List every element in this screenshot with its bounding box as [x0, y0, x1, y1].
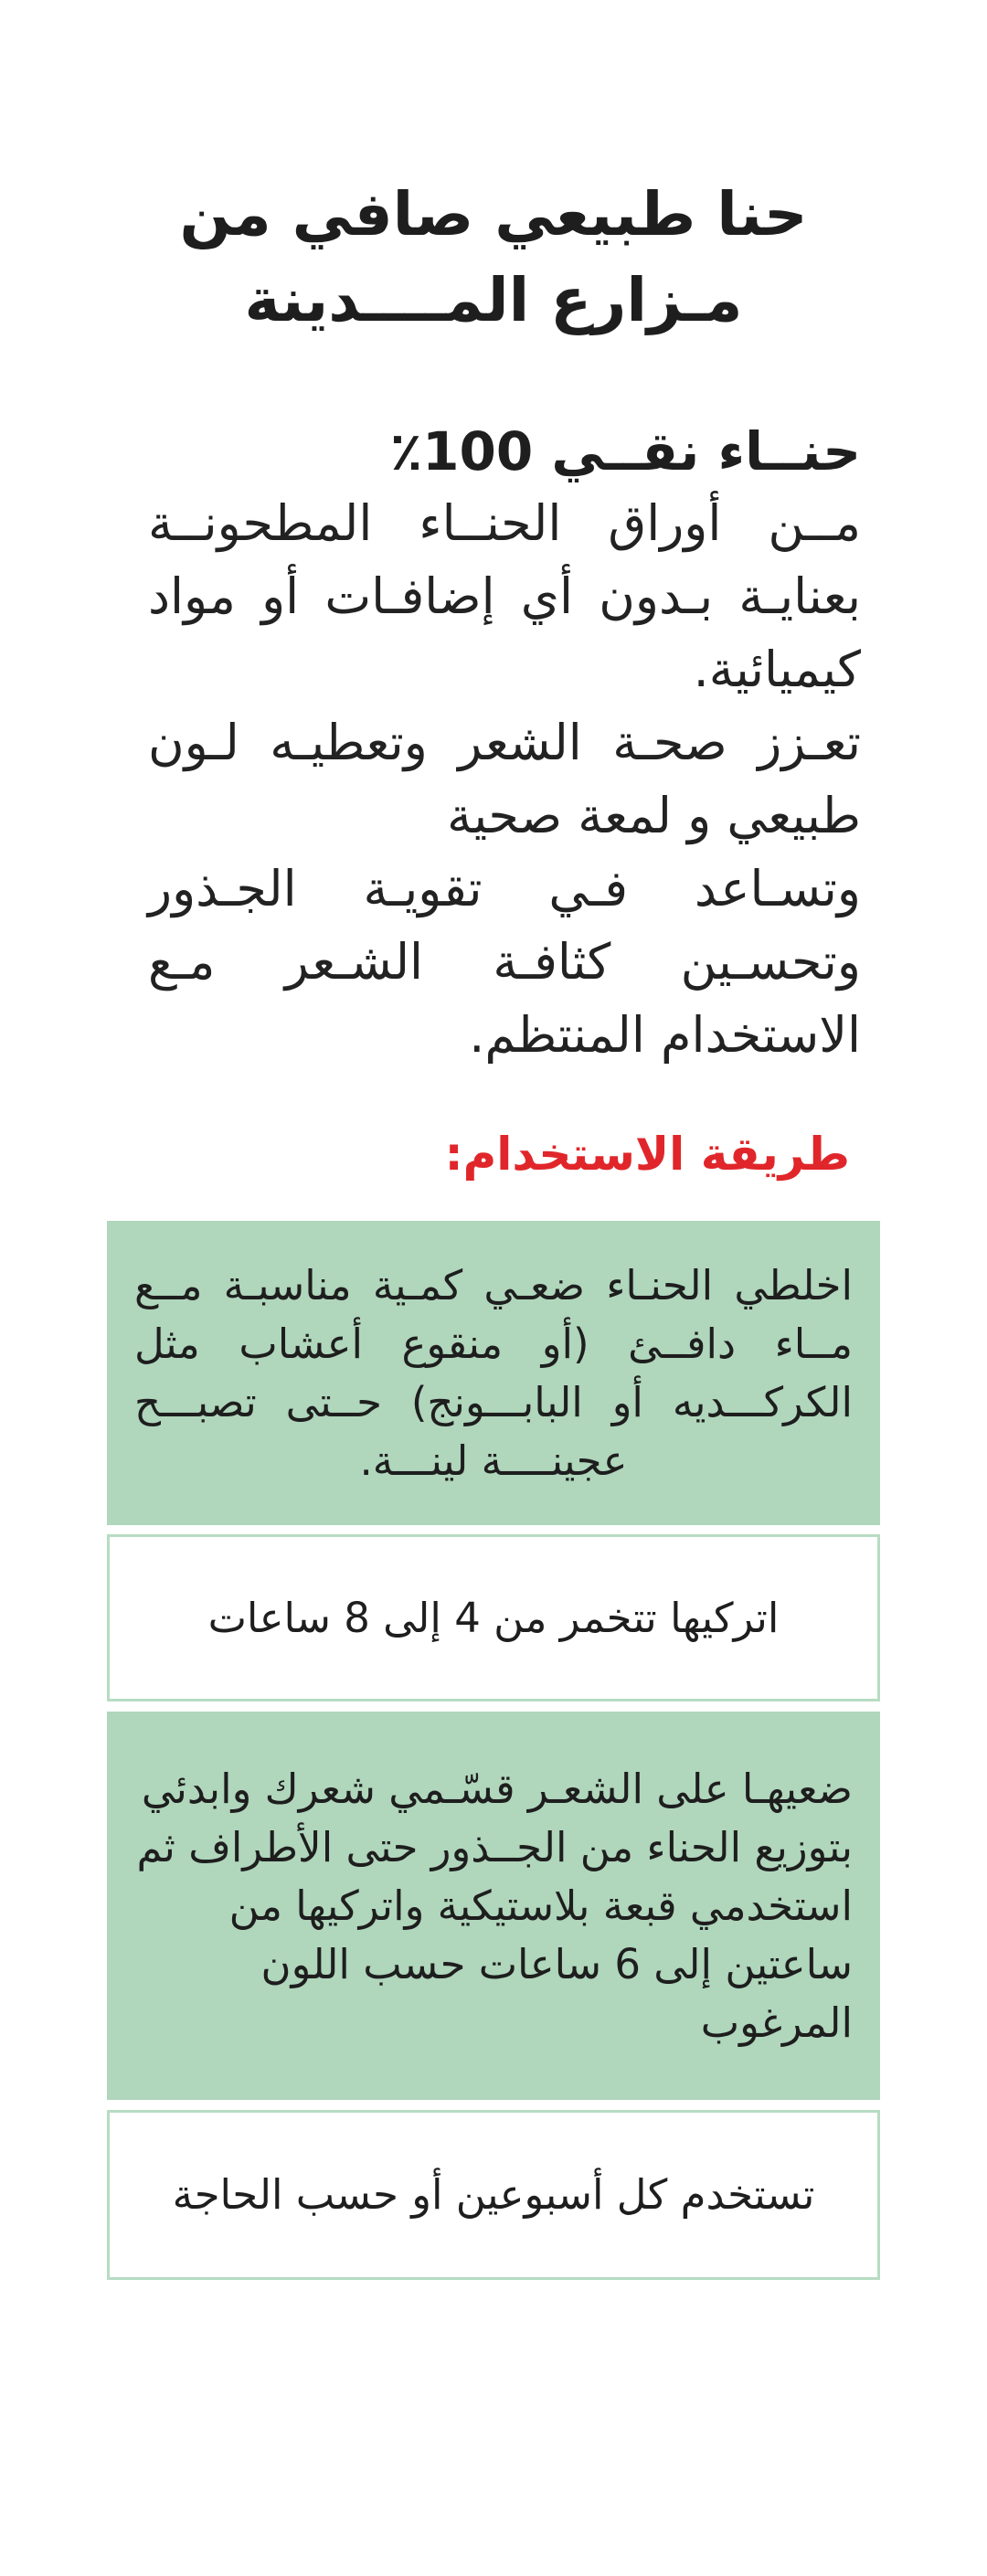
- usage-step-2-text: اتركيها تتخمر من 4 إلى 8 ساعات: [207, 1593, 780, 1642]
- usage-step-3: [107, 1712, 880, 2100]
- usage-step-4-text: تستخدم كل أسبوعين أو حسب الحاجة: [172, 2170, 815, 2219]
- usage-step-1: [107, 1221, 880, 1525]
- page-title: [137, 172, 850, 344]
- title-line-1: حنا طبيعي صافي من: [179, 179, 808, 249]
- title-line-2: مـزارع المــــدينة: [244, 265, 743, 335]
- description-paragraph-3: وتسـاعد فـي تقويـة الجـذور وتحسـين كثافـة الشـعر مـع الاستخدام المنتظم.: [148, 860, 861, 1064]
- description-paragraph-2: تعـزز صحـة الشعر وتعطيـه لـون طبيعي و لمعة صحية: [148, 714, 861, 844]
- description-paragraph-1: مــن أوراق الحنــاء المطحونــة بعنايـة بـدون أي إضافـات أو مواد كيميائية.: [148, 494, 861, 698]
- usage-heading: طريقة الاستخدام:: [444, 1128, 850, 1181]
- usage-step-2: [107, 1534, 880, 1701]
- description-heading: حنــاء نقــي 100٪: [389, 420, 861, 482]
- usage-step-4: [107, 2110, 880, 2280]
- usage-step-1-text: اخلطي الحنـاء ضعـي كمـية مناسبـة مــع مــاء دافــئ (أو منقوع أعشاب مثل الكركـــديه أو البابـــونج) حــتى تصبـــح عجينــــة لينـــة.: [134, 1260, 853, 1485]
- product-description: [148, 416, 861, 1072]
- usage-step-3-text: ضعيهـا على الشعـر قسّـمي شعرك وابدئي بتوزيع الحناء من الجــذور حتى الأطراف ثم استخدمي قبعة بلاستيكية واتركيها من ساعتين إلى 6 ساعات حسب اللون المرغوب: [136, 1764, 853, 2047]
